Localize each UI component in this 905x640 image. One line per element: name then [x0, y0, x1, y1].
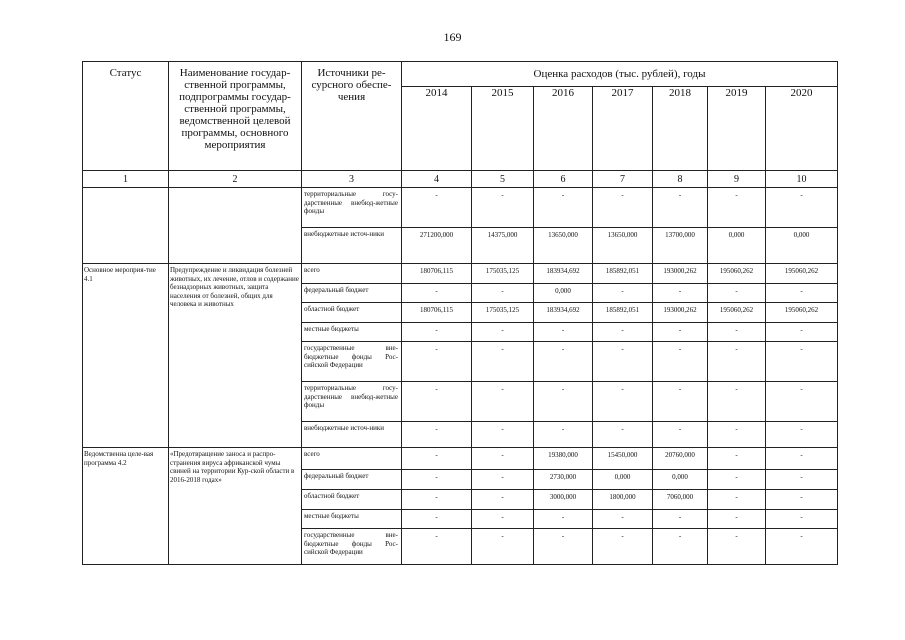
- value-cell: -: [653, 422, 708, 448]
- header-year: 2015: [472, 87, 534, 171]
- column-number-row: [83, 171, 838, 188]
- value-cell: 193000,262: [653, 303, 708, 323]
- column-number: 5: [472, 171, 534, 188]
- value-cell: 0,000: [766, 228, 838, 264]
- value-cell: 185892,051: [593, 303, 653, 323]
- value-cell: -: [766, 510, 838, 529]
- value-cell: -: [593, 284, 653, 303]
- value-cell: -: [708, 382, 766, 422]
- value-cell: -: [534, 188, 593, 228]
- table-row: [83, 188, 838, 228]
- value-cell: -: [766, 529, 838, 565]
- column-number: 10: [766, 171, 838, 188]
- funding-source-cell: местные бюджеты: [302, 323, 402, 342]
- value-cell: 2730,000: [534, 470, 593, 490]
- value-cell: -: [766, 284, 838, 303]
- value-cell: 0,000: [534, 284, 593, 303]
- value-cell: -: [593, 510, 653, 529]
- value-cell: 195060,262: [708, 303, 766, 323]
- header-year: 2018: [653, 87, 708, 171]
- value-cell: -: [402, 284, 472, 303]
- column-number: 9: [708, 171, 766, 188]
- budget-table: [82, 61, 838, 565]
- value-cell: -: [402, 470, 472, 490]
- value-cell: -: [402, 323, 472, 342]
- value-cell: -: [534, 382, 593, 422]
- value-cell: -: [708, 448, 766, 470]
- row-program-name: [169, 188, 302, 264]
- funding-source-cell: государственные вне-бюджетные фонды Рос-сийской Федерации: [302, 342, 402, 382]
- value-cell: -: [402, 510, 472, 529]
- value-cell: 13700,000: [653, 228, 708, 264]
- value-cell: 15450,000: [593, 448, 653, 470]
- value-cell: -: [472, 510, 534, 529]
- value-cell: -: [402, 529, 472, 565]
- value-cell: 185892,051: [593, 264, 653, 284]
- value-cell: 0,000: [708, 228, 766, 264]
- funding-source-cell: областной бюджет: [302, 303, 402, 323]
- value-cell: -: [708, 284, 766, 303]
- value-cell: -: [472, 342, 534, 382]
- value-cell: -: [472, 529, 534, 565]
- value-cell: 3000,000: [534, 490, 593, 510]
- value-cell: -: [708, 422, 766, 448]
- value-cell: -: [472, 188, 534, 228]
- header-status: Статус: [83, 62, 169, 171]
- value-cell: 183934,692: [534, 264, 593, 284]
- value-cell: -: [653, 342, 708, 382]
- table-body: [83, 188, 838, 565]
- value-cell: -: [402, 188, 472, 228]
- value-cell: -: [708, 342, 766, 382]
- page-number: 169: [443, 30, 462, 44]
- funding-source-cell: территориальные госу-дарственные внебюд-жетные фонды: [302, 188, 402, 228]
- value-cell: -: [593, 342, 653, 382]
- value-cell: -: [708, 490, 766, 510]
- value-cell: -: [593, 323, 653, 342]
- value-cell: -: [708, 470, 766, 490]
- table-row: [83, 264, 838, 284]
- value-cell: -: [534, 323, 593, 342]
- value-cell: 180706,115: [402, 264, 472, 284]
- header-funding-source: Источники ре-сурсного обеспе-чения: [302, 62, 402, 171]
- value-cell: -: [472, 448, 534, 470]
- value-cell: -: [708, 323, 766, 342]
- value-cell: -: [766, 490, 838, 510]
- value-cell: 1800,000: [593, 490, 653, 510]
- value-cell: -: [472, 284, 534, 303]
- funding-source-cell: федеральный бюджет: [302, 284, 402, 303]
- header-year: 2020: [766, 87, 838, 171]
- value-cell: -: [653, 323, 708, 342]
- value-cell: -: [472, 323, 534, 342]
- value-cell: -: [402, 382, 472, 422]
- value-cell: -: [766, 448, 838, 470]
- column-number: 4: [402, 171, 472, 188]
- value-cell: -: [402, 490, 472, 510]
- value-cell: -: [472, 470, 534, 490]
- column-number: 1: [83, 171, 169, 188]
- value-cell: 13650,000: [593, 228, 653, 264]
- funding-source-cell: внебюджетные источ-ники: [302, 228, 402, 264]
- value-cell: -: [766, 323, 838, 342]
- value-cell: -: [653, 284, 708, 303]
- value-cell: 20760,000: [653, 448, 708, 470]
- value-cell: -: [653, 510, 708, 529]
- value-cell: -: [766, 188, 838, 228]
- value-cell: -: [593, 382, 653, 422]
- header-estimate: Оценка расходов (тыс. рублей), годы: [402, 62, 838, 87]
- value-cell: -: [766, 382, 838, 422]
- value-cell: 13650,000: [534, 228, 593, 264]
- table-row: [83, 448, 838, 470]
- value-cell: -: [708, 188, 766, 228]
- value-cell: -: [402, 448, 472, 470]
- value-cell: -: [593, 529, 653, 565]
- value-cell: -: [653, 529, 708, 565]
- header-year: 2016: [534, 87, 593, 171]
- funding-source-cell: местные бюджеты: [302, 510, 402, 529]
- value-cell: 195060,262: [708, 264, 766, 284]
- value-cell: 175035,125: [472, 303, 534, 323]
- value-cell: -: [766, 342, 838, 382]
- row-program-name: Предупреждение и ликвидация болезней животных, их лечение, отлов и содержание безнадзорных животных, защита населения от болезней, общих для человека и животных: [169, 264, 302, 448]
- header-year: 2019: [708, 87, 766, 171]
- value-cell: -: [472, 490, 534, 510]
- row-status: Ведомственна целе-вая программа 4.2: [83, 448, 169, 565]
- column-number: 6: [534, 171, 593, 188]
- header-year: 2017: [593, 87, 653, 171]
- row-program-name: «Предотвращение заноса и распро-странения вируса африканской чумы свиней на территории Кур-ской области в 2016-2018 годах»: [169, 448, 302, 565]
- value-cell: -: [653, 382, 708, 422]
- funding-source-cell: государственные вне-бюджетные фонды Рос-сийской Федерации: [302, 529, 402, 565]
- value-cell: 175035,125: [472, 264, 534, 284]
- value-cell: -: [708, 510, 766, 529]
- funding-source-cell: территориальные госу-дарственные внебюд-жетные фонды: [302, 382, 402, 422]
- funding-source-cell: всего: [302, 264, 402, 284]
- header-program-name: Наименование государ-ственной программы, подпрограммы государ-ственной программы, ведомственной целевой программы, основного мероприятия: [169, 62, 302, 171]
- value-cell: 19380,000: [534, 448, 593, 470]
- column-number: 7: [593, 171, 653, 188]
- column-number: 3: [302, 171, 402, 188]
- funding-source-cell: федеральный бюджет: [302, 470, 402, 490]
- value-cell: -: [402, 342, 472, 382]
- value-cell: 195060,262: [766, 303, 838, 323]
- value-cell: -: [534, 510, 593, 529]
- funding-source-cell: всего: [302, 448, 402, 470]
- funding-source-cell: внебюджетные источ-ники: [302, 422, 402, 448]
- value-cell: 271200,000: [402, 228, 472, 264]
- value-cell: 0,000: [653, 470, 708, 490]
- value-cell: 183934,692: [534, 303, 593, 323]
- value-cell: 180706,115: [402, 303, 472, 323]
- value-cell: 0,000: [593, 470, 653, 490]
- value-cell: -: [766, 470, 838, 490]
- value-cell: -: [708, 529, 766, 565]
- row-status: Основное мероприя-тие 4.1: [83, 264, 169, 448]
- header-year: 2014: [402, 87, 472, 171]
- value-cell: -: [593, 188, 653, 228]
- value-cell: -: [402, 422, 472, 448]
- value-cell: 7060,000: [653, 490, 708, 510]
- value-cell: -: [593, 422, 653, 448]
- value-cell: 193000,262: [653, 264, 708, 284]
- value-cell: -: [472, 382, 534, 422]
- value-cell: -: [653, 188, 708, 228]
- value-cell: -: [534, 529, 593, 565]
- row-status: [83, 188, 169, 264]
- value-cell: 14375,000: [472, 228, 534, 264]
- value-cell: -: [534, 422, 593, 448]
- value-cell: 195060,262: [766, 264, 838, 284]
- value-cell: -: [766, 422, 838, 448]
- value-cell: -: [534, 342, 593, 382]
- value-cell: -: [472, 422, 534, 448]
- funding-source-cell: областной бюджет: [302, 490, 402, 510]
- column-number: 2: [169, 171, 302, 188]
- column-number: 8: [653, 171, 708, 188]
